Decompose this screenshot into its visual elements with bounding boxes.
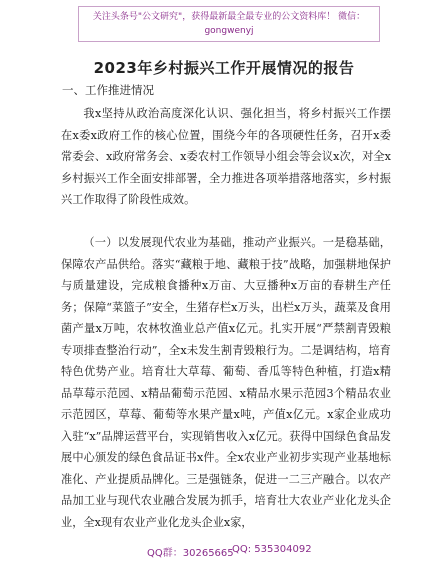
qq-group-text: QQ群：30265665 bbox=[147, 548, 234, 559]
promo-banner: 关注头条号"公文研究"，获得最新最全最专业的公文资料库！ 微信：gongwenyj bbox=[78, 6, 380, 42]
qq-contact-text: QQ: 535304092 bbox=[232, 544, 312, 555]
body-paragraph: （一）以发展现代农业为基础，推动产业振兴。一是稳基础，保障农产品供给。落实“藏粮于地、藏粮于技”战略，加强耕地保护与质量建设，完成粮食播种x万亩、大豆播种x万亩的春耕生产任务；保障“菜篮子”安全，生猪存栏x万头，出栏x万头，蔬菜及食用菌产量x万吨，农林牧渔业总产值x亿元。扎实开展“严禁割青毁粮专项排查整治行动”，全x未发生割青毁粮行为。二是调结构，培育特色优势产业。培育壮大草莓、葡萄、香瓜等特色种植，打造x精品草莓示范园、x精品葡萄示范园、x精品水果示范园3个精品农业示范园区，草莓、葡萄等水果产量x吨，产值x亿元。x家企业成功入驻“x”品牌运营平台，实现销售收入x亿元。获得中国绿色食品发展中心颁发的绿色食品证书x件。全x农业产业初步实现产业基地标准化、产业提质品牌化。三是强链条，促进一二三产融合。以农产品加工业与现代农业融合发展为抓手，培育壮大农业产业化龙头企业，全x现有农业产业化龙头企业x家， bbox=[61, 236, 391, 529]
section-heading: 一、工作推进情况 bbox=[62, 83, 154, 97]
document-title: 2023年乡村振兴工作开展情况的报告 bbox=[93, 59, 355, 77]
body-paragraph: 我x坚持从政治高度深化认识、强化担当，将乡村振兴工作摆在x委x政府工作的核心位置，围绕今年的各项硬性任务，召开x委常委会、x政府常务会、x委农村工作领导小组会等会议x次，对全x乡村振兴工作全面安排部署，全力推进各项举措落地落实，乡村振兴工作取得了阶段性成效。 bbox=[61, 107, 391, 206]
